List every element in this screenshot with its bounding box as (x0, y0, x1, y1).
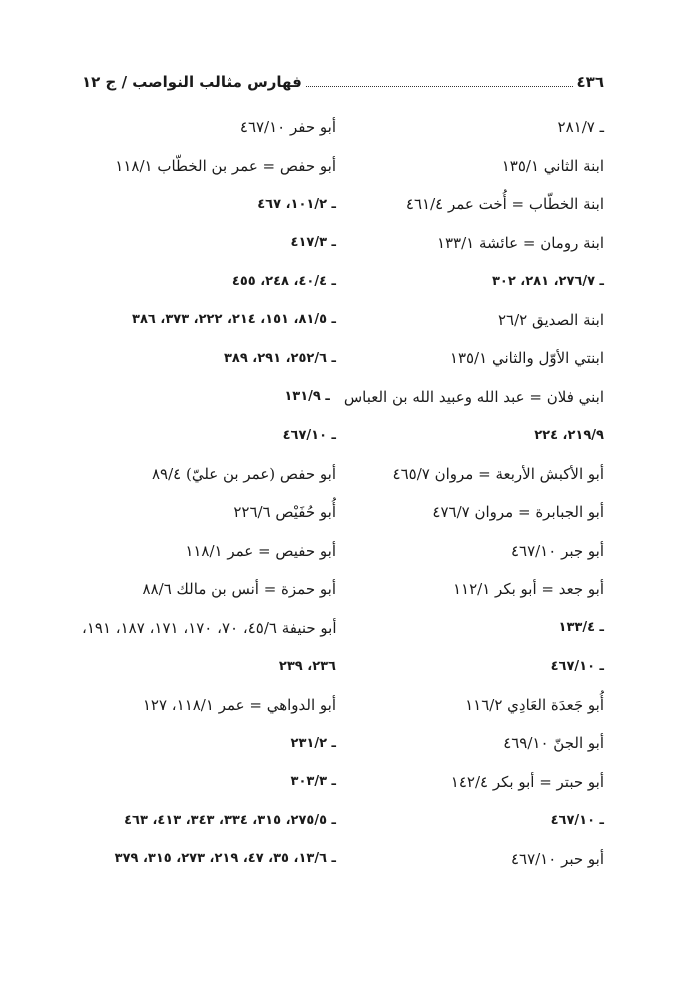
index-row (82, 147, 604, 186)
index-entry-left: ـ ٣٠٣/٣ (290, 774, 336, 790)
index-row (82, 763, 604, 802)
index-row (82, 339, 604, 378)
running-title: فهارس مثالب النواصب / ج ١٢ (82, 73, 302, 91)
index-entry-left: ـ ٢٧٥/٥، ٣١٥، ٣٣٤، ٣٤٣، ٤١٣، ٤٦٣ (124, 812, 336, 828)
index-row (82, 493, 604, 532)
index-entry-left: ـ ٤٦٧/١٠ (282, 427, 336, 443)
header-dot-leader (306, 86, 573, 87)
index-entry-left: ـ ٤٠/٤، ٢٤٨، ٤٥٥ (231, 273, 336, 289)
index-entry-right: أبو جبر ٤٦٧/١٠ (510, 541, 604, 560)
index-entry-right: أبو جعد = أبو بكر ١١٢/١ (453, 580, 604, 599)
index-row (82, 840, 604, 879)
index-entry-left: أبو الدواهي = عمر ١١٨/١، ١٢٧ (142, 695, 336, 714)
index-entry-left: ـ ١٠١/٢، ٤٦٧ (257, 196, 336, 212)
index-entry-left: ٢٣٦، ٢٣٩ (278, 658, 336, 674)
index-entry-left: ـ ١٣١/٩ (284, 389, 330, 405)
index-entry-right: ـ ٤٦٧/١٠ (550, 658, 604, 674)
index-row (82, 647, 604, 686)
index-row (82, 801, 604, 840)
index-entry-right: ـ ٢٧٦/٧، ٢٨١، ٣٠٢ (491, 273, 604, 289)
index-entry-left: أبو حفص (عمر بن عليّ) ٨٩/٤ (151, 464, 336, 483)
index-entry-right: أبو الجبابرة = مروان ٤٧٦/٧ (432, 503, 604, 522)
index-entry-right: ابنتي الأوّل والثاني ١٣٥/١ (449, 349, 604, 368)
index-entry-left: ـ ٢٥٢/٦، ٢٩١، ٣٨٩ (223, 350, 336, 366)
page-header (82, 60, 604, 92)
index-row (82, 609, 604, 648)
index-row (82, 262, 604, 301)
index-entry-right: أُبو جَعدَة العَادِي ١١٦/٢ (465, 695, 604, 714)
index-entry-right: ابنة الصديق ٢٦/٢ (498, 310, 604, 329)
index-row (82, 378, 604, 417)
index-entry-right: أبو حبتر = أبو بكر ١٤٢/٤ (450, 772, 604, 791)
index-row (82, 108, 604, 147)
index-entry-right: ابني فلان = عبد الله وعبيد الله بن العباس (343, 387, 604, 406)
index-row (82, 301, 604, 340)
index-entry-right: ـ ٢٨١/٧ (557, 118, 604, 137)
index-entry-left: ـ ٤١٧/٣ (290, 235, 336, 251)
index-row (82, 532, 604, 571)
page-number: ٤٣٦ (576, 73, 604, 91)
index-entry-right: ـ ١٣٣/٤ (558, 620, 604, 636)
index-row (82, 416, 604, 455)
index-entry-left: أبو حفر ٤٦٧/١٠ (239, 118, 336, 137)
index-entry-right: ابنة الخطّاب = أُخت عمر ٤٦١/٤ (405, 195, 604, 214)
index-entry-left: ـ ٢٣١/٢ (290, 735, 336, 751)
index-entry-right: ـ ٤٦٧/١٠ (550, 812, 604, 828)
index-entry-left: أُبو حُفَيْص ٢٢٦/٦ (233, 503, 336, 522)
index-entry-left: أبو حنيفة ٤٥/٦، ٧٠، ١٧٠، ١٧١، ١٨٧، ١٩١، (82, 618, 337, 637)
index-row (82, 224, 604, 263)
index-entry-left: ـ ٨١/٥، ١٥١، ٢١٤، ٢٢٢، ٣٧٣، ٣٨٦ (132, 312, 336, 328)
index-row (82, 570, 604, 609)
index-body (82, 108, 604, 878)
index-row (82, 185, 604, 224)
index-entry-left: أبو حمزة = أنس بن مالك ٨٨/٦ (142, 580, 336, 599)
index-row (82, 455, 604, 494)
index-entry-left: أبو حفص = عمر بن الخطّاب ١١٨/١ (115, 156, 336, 175)
index-row (82, 686, 604, 725)
index-entry-right: أبو الأكبش الأربعة = مروان ٤٦٥/٧ (392, 464, 604, 483)
index-entry-right: ٢١٩/٩، ٢٢٤ (534, 427, 604, 443)
index-entry-right: أبو الجنّ ٤٦٩/١٠ (503, 734, 604, 753)
index-row (82, 724, 604, 763)
index-entry-left: ـ ١٣/٦، ٣٥، ٤٧، ٢١٩، ٢٧٣، ٣١٥، ٣٧٩ (114, 851, 336, 867)
index-entry-right: ابنة الثاني ١٣٥/١ (501, 156, 604, 175)
index-entry-right: ابنة رومان = عائشة ١٣٣/١ (436, 233, 604, 252)
index-entry-right: أبو حبر ٤٦٧/١٠ (510, 849, 604, 868)
index-entry-left: أبو حفيص = عمر ١١٨/١ (185, 541, 336, 560)
